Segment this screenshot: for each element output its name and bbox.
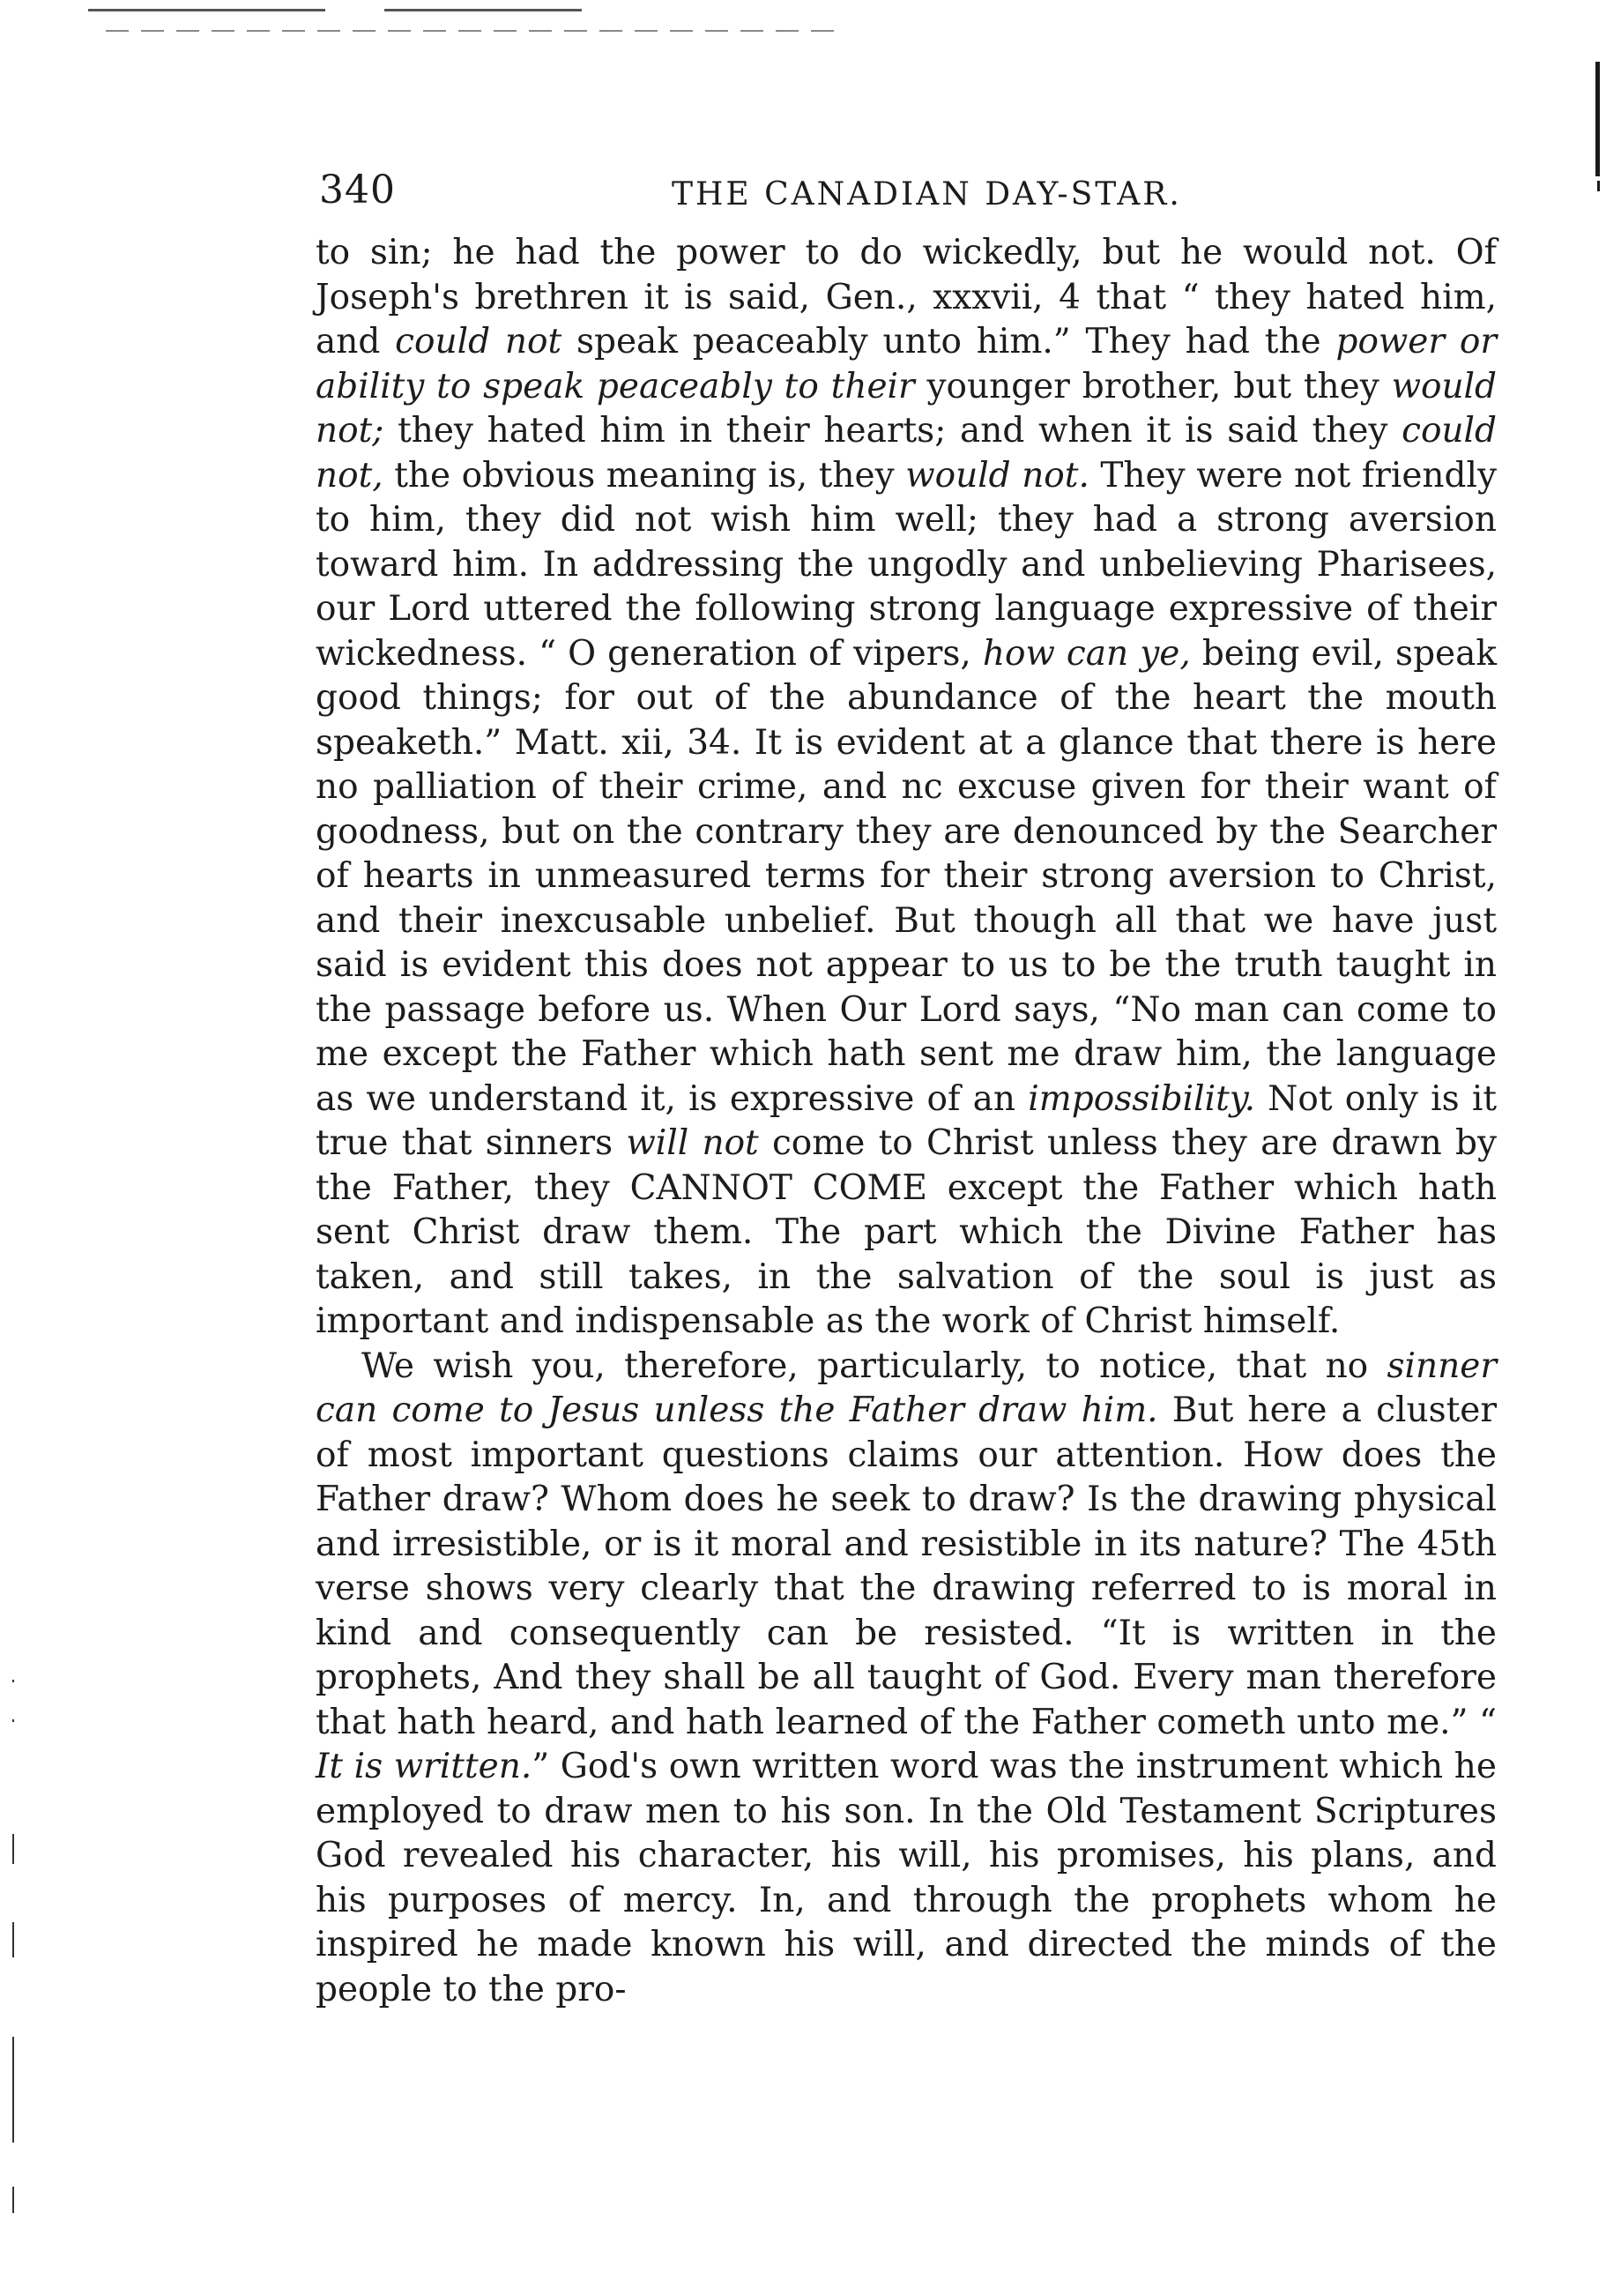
scan-edge-mark — [12, 2187, 14, 2213]
scan-top-rule-dashed — [106, 30, 846, 32]
scan-edge-mark — [12, 1834, 14, 1864]
italic-run: would not. — [905, 455, 1089, 496]
italic-run: sinner can come to Jesus unless the Father draw him. — [316, 1346, 1497, 1430]
italic-run: would not; — [316, 366, 1497, 451]
text-run: the obvious meaning is, they — [383, 455, 906, 496]
italic-run: impossibility. — [1028, 1078, 1256, 1119]
text-run: to sin; he had the power to do wickedly, but he would not. Of Joseph's brethren it is said, Gen., xxxvii, 4 that “ they hated him, and — [316, 233, 1497, 362]
paragraph — [316, 231, 1497, 1345]
text-run: But here a cluster of most important questions claims our attention. How does the Father draw? Whom does he seek to draw? Is the drawing physical and irresistible, or is it moral and resistible in its nature? The 45th verse shows very clearly that the drawing referred to is moral in kind and consequently can be resisted. “It is written in the prophets, And they shall be all taught of God. Every man therefore that hath heard, and hath learned of the Father cometh unto me.” “ — [316, 1390, 1497, 1742]
text-run: They were not friendly to him, they did not wish him well; they had a strong aversion toward him. In addressing the ungodly and unbelieving Pharisees, our Lord uttered the following strong language expressive of their wickedness. “ O generation of vipers, — [316, 455, 1497, 674]
italic-run: power or ability to speak peaceably to their — [316, 322, 1497, 406]
scan-edge-mark — [12, 1922, 14, 1957]
paragraph — [316, 1345, 1497, 2013]
page-header — [319, 168, 1491, 229]
text-run: they hated him in their hearts; and when it is said they — [383, 411, 1402, 451]
italic-run: could not — [395, 322, 562, 362]
text-run: speak peaceably unto him.” They had the — [561, 322, 1336, 362]
italic-run: could not, — [316, 411, 1497, 496]
italic-run: will not — [626, 1123, 759, 1163]
text-run: come to Christ unless they are drawn by the Father, they CANNOT COME except the Father which hath sent Christ draw them. The part which the Divine Father has taken, and still takes, in the salvation of the soul is just as important and indispensable as the work of Christ himself. — [316, 1123, 1497, 1341]
scan-edge-mark — [1595, 62, 1600, 176]
scan-edge-mark — [12, 1680, 14, 1682]
running-head: THE CANADIAN DAY-STAR. — [672, 176, 1182, 212]
body-text — [316, 231, 1497, 2012]
text-run: being evil, speak good things; for out of the abundance of the heart the mouth speaketh.” Matt. xii, 34. It is evident at a glance that there is here no palliation of their crime, and nc excuse given for their want of goodness, but on the contrary they are denounced by the Searcher of hearts in unmeasured terms for their strong aversion to Christ, and their inexcusable unbelief. But though all that we have just said is evident this does not appear to us to be the truth taught in the passage before us. When Our Lord says, “No man can come to me except the Father which hath sent me draw him, the language as we understand it, is expressive of an — [316, 633, 1497, 1119]
page-number: 340 — [319, 168, 396, 212]
italic-run: how can ye, — [982, 633, 1191, 674]
italic-run: It is written. — [316, 1747, 532, 1786]
scan-top-rule — [88, 9, 582, 11]
scan-edge-mark — [12, 1719, 14, 1722]
text-run: Not only is it true that sinners — [316, 1078, 1497, 1163]
text-run: We wish you, therefore, particularly, to notice, that no — [361, 1346, 1387, 1386]
text-run: younger brother, but they — [914, 366, 1392, 406]
text-run: ” God's own written word was the instrument which he employed to draw men to his son. In the Old Testament Scriptures God revealed his character, his will, his promises, his plans, and his purposes of mercy. In, and through the prophets whom he inspired he made known his will, and directed the minds of the people to the pro- — [316, 1747, 1497, 2009]
scan-edge-mark — [1597, 181, 1600, 191]
scan-edge-mark — [12, 2037, 14, 2143]
